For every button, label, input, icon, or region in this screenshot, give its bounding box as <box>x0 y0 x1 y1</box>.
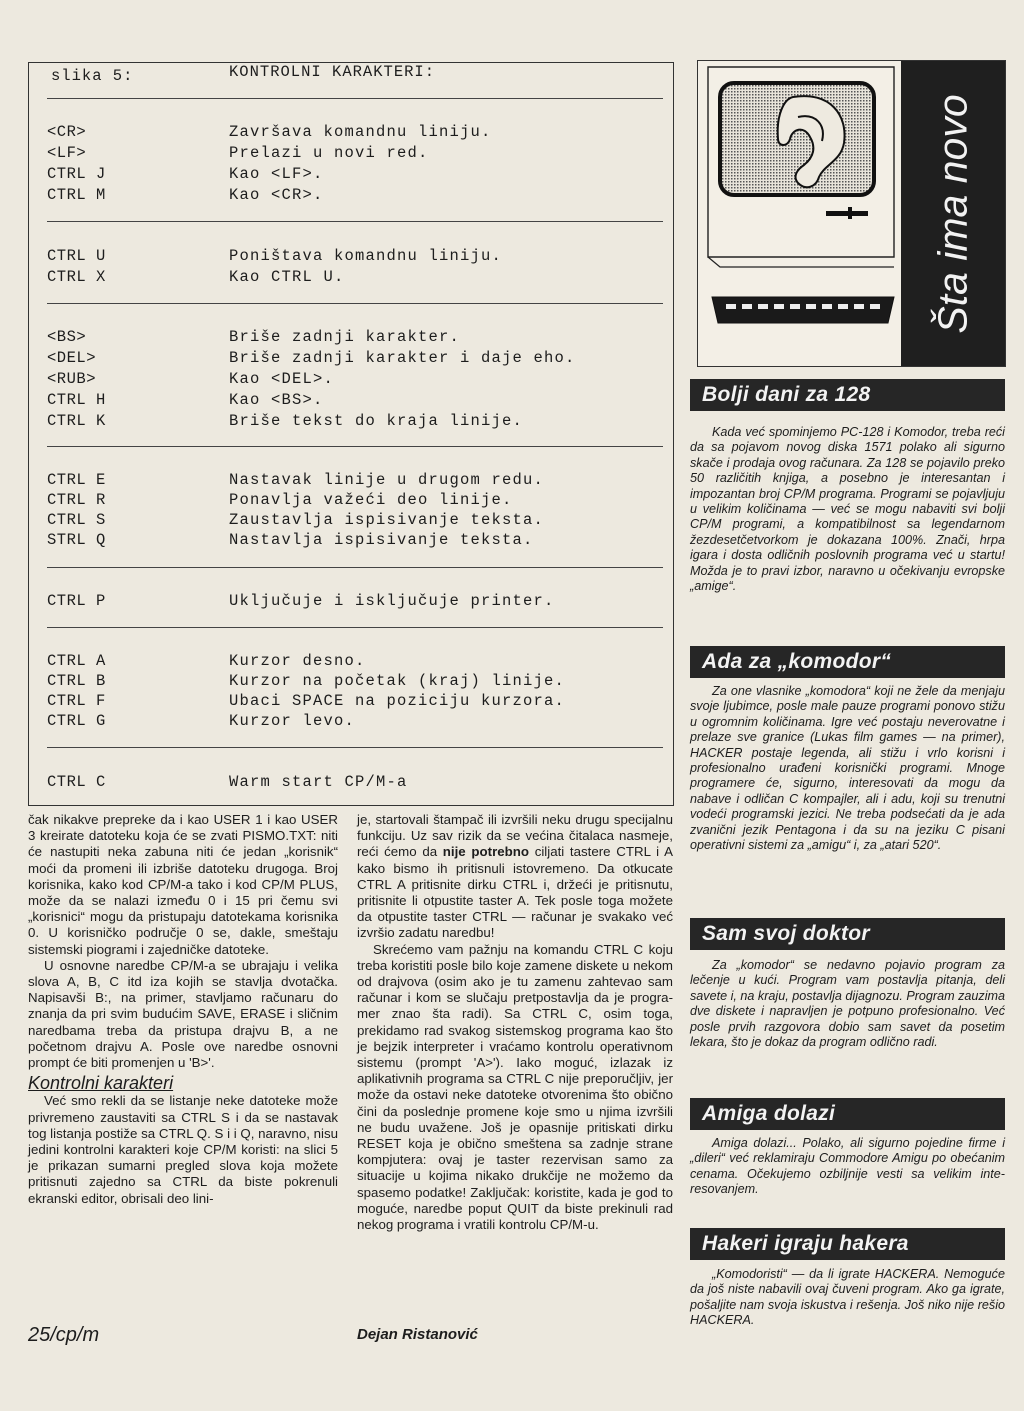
table-desc: Uključuje i isključuje printer. <box>229 592 555 610</box>
table-key: CTRL K <box>47 412 106 430</box>
table-caption: slika 5: <box>51 67 134 85</box>
article-text: je, startovali štampač ili izvršili neku drugu specijalnu funkciju. Uz sav rizik da se većina čitalaca nasmeje, reći ćemo da <box>357 812 673 860</box>
table-key: CTRL H <box>47 391 106 409</box>
table-desc: Ubaci SPACE na poziciju kurzora. <box>229 692 566 710</box>
table-key: CTRL P <box>47 592 106 610</box>
author-name: Dejan Ristanović <box>357 1326 478 1343</box>
table-desc: Kao <DEL>. <box>229 370 335 388</box>
divider <box>47 98 663 99</box>
control-characters-table <box>28 62 674 806</box>
table-key: CTRL C <box>47 773 106 791</box>
table-key: CTRL A <box>47 652 106 670</box>
divider <box>47 627 663 628</box>
table-desc: Kurzor levo. <box>229 712 356 730</box>
news-heading: Ada za „komodor“ <box>690 646 1005 678</box>
table-key: CTRL B <box>47 672 106 690</box>
computer-ear-illustration <box>698 61 902 366</box>
page-number: 25/cp/m <box>28 1324 100 1346</box>
divider <box>47 747 663 748</box>
sidebar-logo <box>697 60 1006 367</box>
news-body <box>690 425 1005 594</box>
article-subheading: Kontrolni karakteri <box>28 1073 174 1094</box>
divider <box>47 303 663 304</box>
divider <box>47 446 663 447</box>
table-title: KONTROLNI KARAKTERI: <box>229 63 436 81</box>
news-paragraph: Kada već spominjemo PC-128 i Komodor, treba reći da sa pojavom novog diska 1571 polako ali sigurno skače i prodaja ovog računara. Za 128 se pojavilo preko 50 različitih knjiga, a posebno je interesantan i impozantan broj CP/M programa. Programi se pojavljuju u velikim količinama — već se mogu nabaviti svi bolji CP/M programi, a kompatibilnost sa legendarnom žezdesetčetvorkom je dokazana 100%. Znači, hrpa igara i dosta odličnih poslovnih programa već u startu! Možda je to pravi izbor, naravno u očekivanju evropske „amige“. <box>690 425 1005 594</box>
sidebar-title-band <box>901 61 1005 366</box>
news-heading: Sam svoj doktor <box>690 918 1005 950</box>
news-body <box>690 958 1005 1050</box>
article-column-middle <box>357 812 673 1233</box>
table-desc: Nastavlja ispisivanje teksta. <box>229 531 534 549</box>
table-desc: Briše zadnji karakter. <box>229 328 461 346</box>
news-paragraph: Za one vlasnike „komodora“ koji ne žele da menjaju svoje ljubimce, posle male pauze programi ponovo stižu u ogromnim količinama. Igre već postaju neverovatne i prelaze sve granice (Lukas film games — na primer), HACKER postaje legenda, ali stižu i vrlo korisni i profesionalno urađeni korisnički programi. Mnoge programere će, sigurno, interesovati da mogu da nabave i odličan C kompajler, ali i adu, koji su trenutni vodeći programski jezici. Ne treba podsećati da je ada zvanični jezik Pentagona i da su na jeziku C pisani operativni sistemi za „amigu“ i, za „atari 520“. <box>690 684 1005 853</box>
table-key: <RUB> <box>47 370 97 388</box>
table-desc: Briše zadnji karakter i daje eho. <box>229 349 576 367</box>
table-key: CTRL F <box>47 692 106 710</box>
table-desc: Završava komandnu liniju. <box>229 123 492 141</box>
table-key: CTRL X <box>47 268 106 286</box>
news-heading: Amiga dolazi <box>690 1098 1005 1130</box>
news-paragraph: „Komodoristi“ — da li igrate HACKERA. Nemoguće da još niste nabavili ovaj čuveni program. Ako ga igrate, pošaljite nam svoja iskustva i rešenja. Još niko nije rešio HACKERA. <box>690 1267 1005 1328</box>
table-key: CTRL E <box>47 471 106 489</box>
table-key: CTRL U <box>47 247 106 265</box>
table-desc: Kao CTRL U. <box>229 268 345 286</box>
table-desc: Nastavak linije u drugom redu. <box>229 471 545 489</box>
article-text: ciljati tastere CTRL i A kako bismo ih pritisnuli istovremeno. Da otkucate CTRL A pritisnite dirku CTRL i, držeći je pritisnutu, pritisnite li otpustite taster A. Tek posle toga možete da otpustite taster CTRL — računar je svakako već izvršio zadatu naredbu! <box>357 844 673 941</box>
news-paragraph: Za „komodor“ se nedavno pojavio program za lečenje u kući. Program vam postavlja pitanja, deli savete i, na kraju, postavlja dijagnozu. Program zauzima dve diskete i napravljen je potpuno profesionalno. Već posle prvih razgovora dobio sam savet da posetim lekara, što je dokaz da program odlično radi. <box>690 958 1006 1050</box>
table-key: <LF> <box>47 144 87 162</box>
table-key: CTRL J <box>47 165 106 183</box>
table-desc: Kao <BS>. <box>229 391 324 409</box>
table-key: STRL Q <box>47 531 106 549</box>
table-desc: Warm start CP/M-a <box>229 773 408 791</box>
table-desc: Poništava komandnu liniju. <box>229 247 503 265</box>
table-desc: Kurzor desno. <box>229 652 366 670</box>
news-heading: Bolji dani za 128 <box>690 379 1005 411</box>
table-key: CTRL G <box>47 712 106 730</box>
article-column-left <box>28 812 338 1207</box>
table-desc: Briše tekst do kraja linije. <box>229 412 524 430</box>
table-key: <DEL> <box>47 349 97 367</box>
table-desc: Zaustavlja ispisivanje teksta. <box>229 511 545 529</box>
table-desc: Kurzor na početak (kraj) linije. <box>229 672 566 690</box>
table-key: CTRL R <box>47 491 106 509</box>
news-body <box>690 1136 1005 1198</box>
article-paragraph <box>357 812 673 942</box>
news-heading: Hakeri igraju hakera <box>690 1228 1005 1260</box>
article-paragraph: Već smo rekli da se listanje neke datoteke može privremeno zaustaviti sa CTRL S i da se nastavak tog listanja postiže sa CTRL Q. S i i Q, naravno, nisu jedini kontrolni karakteri koje CP/M koristi: na slici 5 je prikazan sumarni pregled slova koja možete pritisnuti zajedno sa CTRL da biste pokrenuli ekranski editor, obrisali deo lini- <box>28 1093 338 1206</box>
divider <box>47 567 663 568</box>
table-desc: Ponavlja važeći deo linije. <box>229 491 513 509</box>
table-key: <CR> <box>47 123 87 141</box>
table-key: <BS> <box>47 328 87 346</box>
table-key: CTRL M <box>47 186 106 204</box>
article-paragraph: čak nikakve prepreke da i kao USER 1 i kao USER 3 kreirate datoteku koja će se zvati PISMO.TXT: niti će nastupiti neka zabuna niti će jedan „korisnik“ moći da promeni ili izbriše datoteku drugoga. Broj korisnika, kako kod CP/M-a tako i kod CP/M PLUS, može da se nalazi između 0 i 15 pri čemu svi „korisnici“ mogu da pristupaju datotekama korisnika 0. U korisničko područje 0 se, dakle, smeštaju sistemski piogrami i zajedničke datoteke. <box>28 812 338 957</box>
emphasis-text: nije potrebno <box>442 844 529 860</box>
table-desc: Prelazi u novi red. <box>229 144 429 162</box>
news-body <box>690 684 1005 853</box>
divider <box>47 221 663 222</box>
news-body <box>690 1267 1005 1329</box>
sidebar-title: Šta ima novo <box>929 93 976 334</box>
table-desc: Kao <CR>. <box>229 186 324 204</box>
article-paragraph: Skrećemo vam pažnju na komandu CTRL C koju treba koristiti posle bilo koje zamene diskete u nekom od drajvova (osim ako je tu zamenu zahtevao sam računar i kom se slučaju pretpostavlja da je programer znao šta radi). Sa CTRL C, osim toga, prekidamo rad svakog sistemskog programa kao što je bejzik interpreter i vraćamo kontrolu operativnom sistemu (prompt 'A>'). Iako moguć, izlazak iz aplikativnih programa sa CTRL C nije preporučljiv, jer može da ostavi neke datoteke otvorenima što obično čini da poslednje promene koje smo u njima izvršili ne budu uvažene. Još je opasnije pritiskati dirku RESET koja je obično smeštena sa zadnje strane kompjutera: ovaj je taster rezervisan samo za situacije u kojima nikako drukčije ne možemo da spasemo podatke! Zaključak: koristite, kada je god to moguće, naredbe poput QUIT da biste prekinuli rad nekog programa i vratili kontrolu CP/M-u. <box>357 941 673 1233</box>
table-desc: Kao <LF>. <box>229 165 324 183</box>
article-paragraph: U osnovne naredbe CP/M-a se ubrajaju i velika slova A, B, C itd iza kojih se stavlja dvotačka. Napisavši B:, na primer, stavljamo računaru do znanja da pri svim budućim SAVE, ERASE i sličnim naredbama treba da pristupa drajvu B, a ne početnom drajvu A. Posle ove naredbe osnovni prompt će biti promenjen u 'B>'. <box>28 957 338 1071</box>
news-paragraph: Amiga dolazi... Polako, ali sigurno pojedine firme i „dileri“ već reklamiraju Commodore Amigu po obećanim cenama. Očekujemo ozbiljnije vesti sa velikim interesovanjem. <box>690 1136 1005 1197</box>
table-key: CTRL S <box>47 511 106 529</box>
